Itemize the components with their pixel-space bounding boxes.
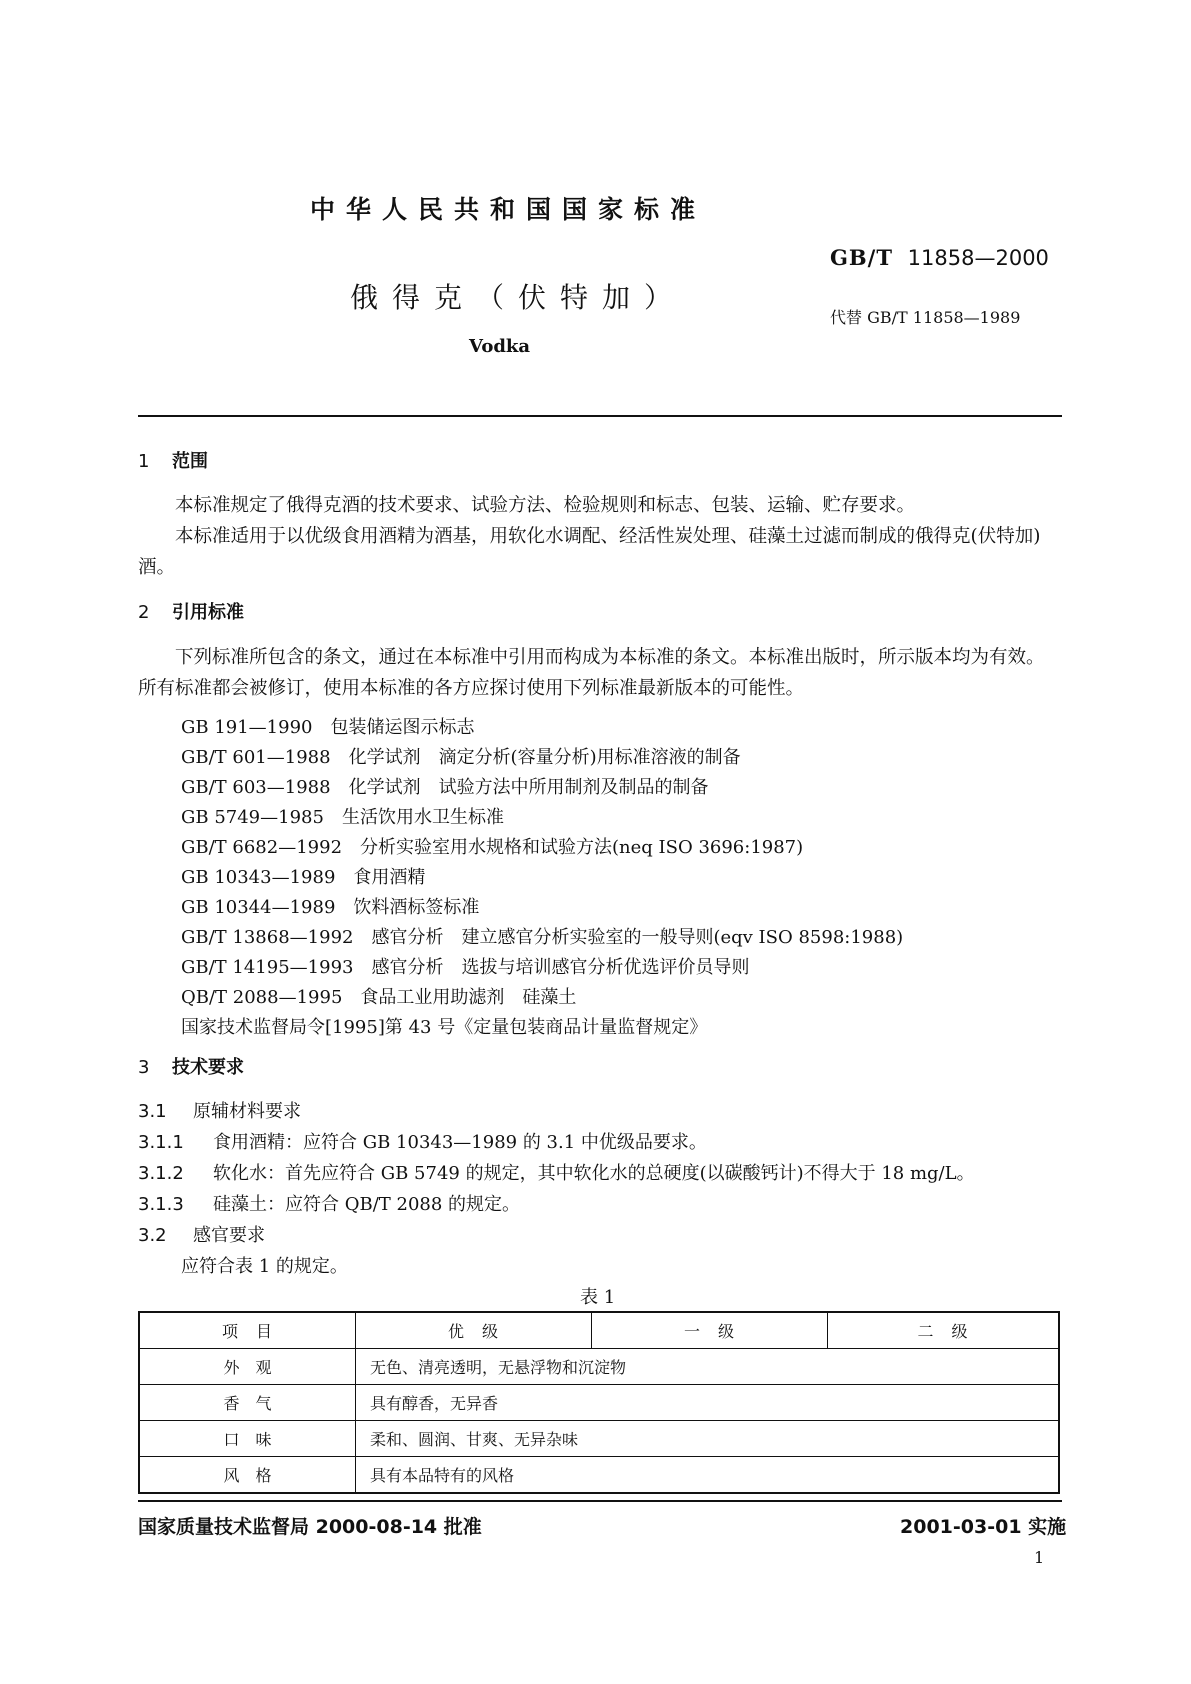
table-header-cell: 二 级 bbox=[828, 1312, 1060, 1349]
clause-text: 感官要求 bbox=[193, 1225, 265, 1246]
clause-3-2-note: 应符合表 1 的规定。 bbox=[181, 1256, 348, 1277]
standard-prefix: GB/T bbox=[830, 245, 893, 270]
table-row bbox=[139, 1457, 1059, 1494]
approval-statement: 国家质量技术监督局 2000-08-14 批准 bbox=[138, 1516, 482, 1538]
clause-number: 3.1.1 bbox=[138, 1132, 184, 1153]
clause-text: 原辅材料要求 bbox=[193, 1101, 301, 1122]
reference-item: GB 5749—1985 生活饮用水卫生标准 bbox=[181, 807, 504, 828]
section-title: 范围 bbox=[172, 451, 208, 472]
reference-item: GB/T 14195—1993 感官分析 选拔与培训感官分析优选评价员导则 bbox=[181, 957, 750, 978]
table-header-cell: 优 级 bbox=[356, 1312, 592, 1349]
clause-number: 3.1.3 bbox=[138, 1194, 184, 1215]
reference-item: GB 10343—1989 食用酒精 bbox=[181, 867, 426, 888]
section-title: 技术要求 bbox=[172, 1057, 244, 1078]
table-row bbox=[139, 1385, 1059, 1421]
paragraph: 本标准规定了俄得克酒的技术要求、试验方法、检验规则和标志、包装、运输、贮存要求。 bbox=[175, 495, 916, 516]
section-number: 1 bbox=[138, 451, 150, 472]
reference-item: GB 191—1990 包装储运图示标志 bbox=[181, 717, 475, 738]
paragraph: 本标准适用于以优级食用酒精为酒基，用软化水调配、经活性炭处理、硅藻土过滤而制成的俄得克(伏特加)酒。 bbox=[138, 526, 1041, 578]
table-cell-item: 香 气 bbox=[139, 1385, 356, 1421]
paragraph: 下列标准所包含的条文，通过在本标准中引用而构成为本标准的条文。本标准出版时，所示版本均为有效。所有标准都会被修订，使用本标准的各方应探讨使用下列标准最新版本的可能性。 bbox=[138, 647, 1045, 699]
sensory-requirements-table bbox=[138, 1311, 1060, 1494]
table-header-row bbox=[139, 1312, 1059, 1349]
reference-item: GB 10344—1989 饮料酒标签标准 bbox=[181, 897, 480, 918]
section-3-heading bbox=[138, 1053, 244, 1079]
clause-text: 硅藻土：应符合 QB/T 2088 的规定。 bbox=[213, 1194, 521, 1215]
section-number: 3 bbox=[138, 1057, 150, 1078]
replaces-standard: 代替 GB/T 11858—1989 bbox=[830, 308, 1021, 327]
table-cell-desc: 柔和、圆润、甘爽、无异杂味 bbox=[356, 1421, 1060, 1457]
national-standard-heading: 中华人民共和国国家标准 bbox=[310, 195, 707, 224]
clause-number: 3.1.2 bbox=[138, 1163, 184, 1184]
table-header-cell: 项 目 bbox=[139, 1312, 356, 1349]
table-cell-desc: 具有本品特有的风格 bbox=[356, 1457, 1060, 1494]
table-cell-item: 外 观 bbox=[139, 1349, 356, 1385]
table-cell-desc: 具有醇香，无异香 bbox=[356, 1385, 1060, 1421]
standard-number bbox=[830, 245, 1049, 270]
table-row bbox=[139, 1421, 1059, 1457]
clause-number: 3.2 bbox=[138, 1225, 167, 1246]
table-cell-item: 风 格 bbox=[139, 1457, 356, 1494]
table-header-cell: 一 级 bbox=[592, 1312, 828, 1349]
page-number: 1 bbox=[1034, 1548, 1045, 1567]
section-1-heading bbox=[138, 447, 208, 473]
section-title: 引用标准 bbox=[172, 602, 244, 623]
clause-3-1-2 bbox=[138, 1159, 975, 1185]
clause-3-2 bbox=[138, 1221, 265, 1247]
clause-text: 软化水：首先应符合 GB 5749 的规定，其中软化水的总硬度(以碳酸钙计)不得大于 18 mg/L。 bbox=[213, 1163, 975, 1184]
reference-item: 国家技术监督局令[1995]第 43 号《定量包装商品计量监督规定》 bbox=[181, 1017, 708, 1038]
clause-text: 食用酒精：应符合 GB 10343—1989 的 3.1 中优级品要求。 bbox=[213, 1132, 707, 1153]
reference-item: QB/T 2088—1995 食品工业用助滤剂 硅藻土 bbox=[181, 987, 577, 1008]
standard-code: 11858—2000 bbox=[907, 246, 1049, 270]
effective-date: 2001-03-01 实施 bbox=[900, 1516, 1067, 1538]
table-row bbox=[139, 1349, 1059, 1385]
reference-item: GB/T 601—1988 化学试剂 滴定分析(容量分析)用标准溶液的制备 bbox=[181, 747, 741, 768]
clause-3-1-3 bbox=[138, 1190, 520, 1216]
reference-item: GB/T 13868—1992 感官分析 建立感官分析实验室的一般导则(eqv ISO 8598:1988) bbox=[181, 927, 904, 948]
top-divider bbox=[138, 415, 1062, 417]
clause-3-1-1 bbox=[138, 1128, 707, 1154]
section-number: 2 bbox=[138, 602, 150, 623]
table-caption: 表 1 bbox=[580, 1287, 616, 1308]
document-title: 俄得克（伏特加） bbox=[350, 281, 687, 314]
reference-item: GB/T 6682—1992 分析实验室用水规格和试验方法(neq ISO 3696:1987) bbox=[181, 837, 804, 858]
section-2-heading bbox=[138, 598, 244, 624]
reference-item: GB/T 603—1988 化学试剂 试验方法中所用制剂及制品的制备 bbox=[181, 777, 709, 798]
clause-number: 3.1 bbox=[138, 1101, 167, 1122]
clause-3-1 bbox=[138, 1097, 301, 1123]
table-cell-desc: 无色、清亮透明，无悬浮物和沉淀物 bbox=[356, 1349, 1060, 1385]
document-title-english: Vodka bbox=[469, 336, 531, 357]
bottom-divider bbox=[138, 1500, 1062, 1502]
table-cell-item: 口 味 bbox=[139, 1421, 356, 1457]
